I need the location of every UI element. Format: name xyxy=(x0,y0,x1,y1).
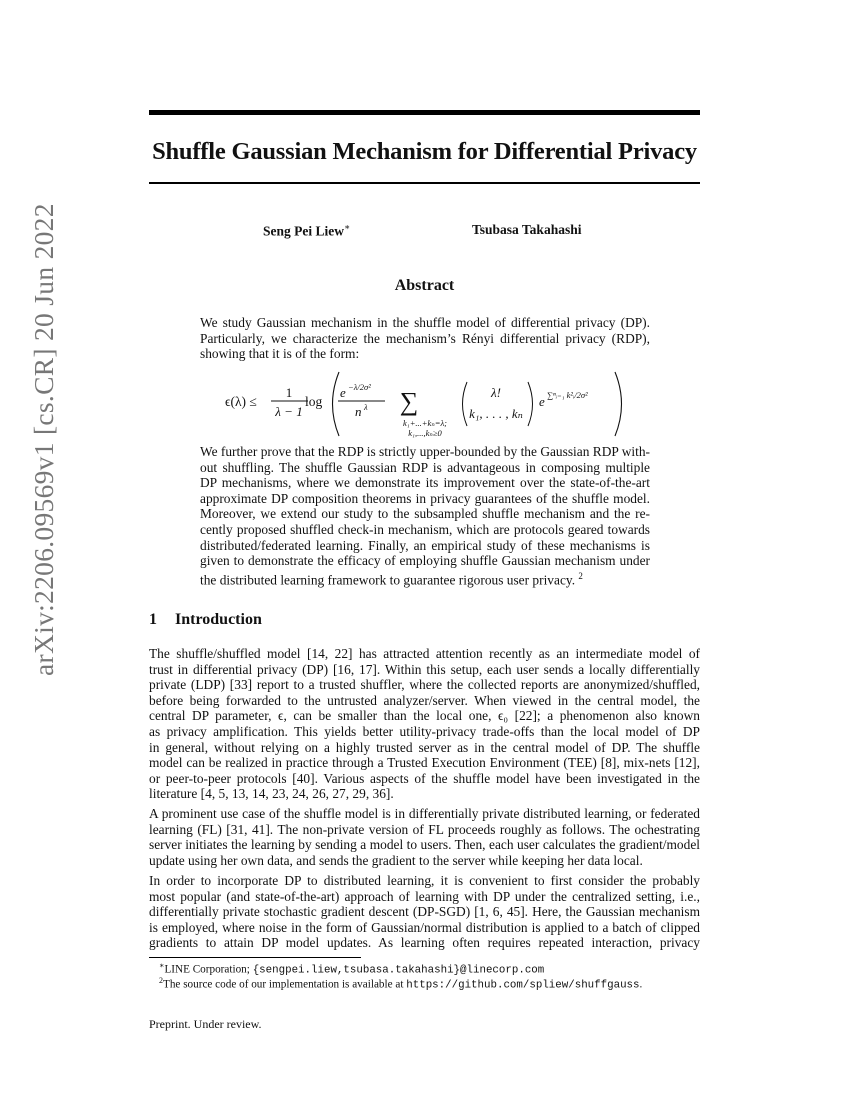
arxiv-identifier-stamp: arXiv:2206.09569v1 [cs.CR] 20 Jun 2022 xyxy=(28,203,59,676)
abstract-paragraph-1 xyxy=(200,315,650,362)
formula-binom-top: λ! xyxy=(491,385,501,400)
formula-sum-sub-2: k₁,...,kₙ≥0 xyxy=(408,428,442,438)
text-line: differentially private stochastic gradient descent (DP-SGD) [1, 6, 45]. Here, the Gaussian mechanism xyxy=(149,904,700,920)
text-line: most popular (and state-of-the-art) approach of learning with DP under the centralized setting, i.e., xyxy=(149,888,700,904)
text-line: learning (FL) [31, 41]. The non-private version of FL proceeds roughly as follows. The ochestrating xyxy=(149,821,700,837)
formula-binom-left-paren xyxy=(463,382,468,426)
formula-big-right-paren xyxy=(615,372,622,436)
text-line: Moreover, we extend our study to the subsampled shuffle mechanism and the re- xyxy=(200,506,650,522)
text-line: in general, without relying on a highly trusted server as in the central model of DP. The shuffle xyxy=(149,739,700,755)
footnote-tail: . xyxy=(639,978,643,991)
text-line: approximate DP composition theorems in privacy guarantees of the shuffle model. xyxy=(200,490,650,506)
text-line: DP mechanisms, where we demonstrate its improvement over the state-of-the-art xyxy=(200,475,650,491)
text-line xyxy=(200,569,650,588)
formula-exp-den-sup: λ xyxy=(364,402,368,412)
formula-log: log xyxy=(305,394,323,409)
text-line: cently proposed shuffled check-in mechanism, which are protocols geared towards xyxy=(200,521,650,537)
intro-paragraph-3 xyxy=(149,873,700,951)
author-name: Seng Pei Liew xyxy=(263,223,344,239)
footnote-text: LINE Corporation; xyxy=(164,963,253,976)
formula-tail-base: e xyxy=(539,394,545,409)
abstract-paragraph-2 xyxy=(200,444,650,588)
abstract-heading: Abstract xyxy=(394,277,455,294)
title-bottom-rule xyxy=(149,182,700,184)
formula-binom-right-paren xyxy=(528,382,533,426)
text-line: Particularly, we characterize the mechanism’s Rényi differential privacy (RDP), xyxy=(200,330,650,346)
footnote-1 xyxy=(159,961,544,977)
paper-title: Shuffle Gaussian Mechanism for Differential Privacy xyxy=(152,138,697,165)
formula-sum-sub-1: k₁+...+kₙ=λ; xyxy=(402,418,448,428)
formula-lhs: ϵ(λ) ≤ xyxy=(225,394,257,409)
section-number: 1 xyxy=(149,611,157,628)
footnote-mark: 2 xyxy=(578,570,583,581)
text-line: central DP parameter, ϵ, can be smaller than the local one, ϵ₀ [22]; a phenomenon also known xyxy=(149,708,700,724)
text-line: distributed/federated learning. Finally, an empirical study of these mechanisms is xyxy=(200,537,650,553)
text-line: In order to incorporate DP to distributed learning, it is convenient to first consider the probably xyxy=(149,873,700,888)
formula-big-left-paren xyxy=(333,372,340,436)
formula-tail-sup: ∑ⁿᵢ₌₁ k²ᵢ/2σ² xyxy=(547,390,588,400)
text-line: private (LDP) [33] report to a trusted shuffler, where the collected reports are anonymized/shuffled, xyxy=(149,677,700,693)
text-line: A prominent use case of the shuffle model is in differentially private distributed learning, or federated xyxy=(149,806,700,821)
footnote-rule xyxy=(149,957,361,958)
title-top-rule xyxy=(149,110,700,115)
text-line: showing that it is of the form: xyxy=(200,346,360,362)
footnote-text: The source code of our implementation is available at xyxy=(163,978,407,991)
text-line: model can be realized in practice through a Trusted Execution Environment (TEE) [8], mix-nets [12], xyxy=(149,755,700,771)
footnote-url: https://github.com/spliew/shuffgauss xyxy=(406,979,640,992)
author-1 xyxy=(263,222,350,240)
section-heading xyxy=(149,611,262,629)
text-line: The shuffle/shuffled model [14, 22] has attracted attention recently as an intermediate model of xyxy=(149,646,700,661)
footnote-mark: ∗ xyxy=(159,961,165,970)
formula-exp-den: n xyxy=(355,404,362,419)
text-line: given to demonstrate the efficacy of employing shuffle Gaussian mechanism under xyxy=(200,553,650,569)
preprint-note: Preprint. Under review. xyxy=(149,1017,262,1031)
formula-exp-sup: −λ/2σ² xyxy=(348,382,371,392)
text-line: trust in differential privacy (DP) [16, 17]. Within this setup, each user sends a locally differentially xyxy=(149,661,700,677)
intro-paragraph-2 xyxy=(149,806,700,868)
author-2 xyxy=(472,222,581,238)
formula-binom-bottom: k₁, . . . , kₙ xyxy=(469,406,523,421)
text-line-content: the distributed learning framework to guarantee rigorous user privacy. xyxy=(200,572,576,588)
rdp-formula xyxy=(215,366,635,442)
text-line: update using her own data, and sends the gradient to the server while keeping her data local. xyxy=(149,852,643,868)
footnote-2 xyxy=(159,976,642,992)
author-footnote-mark: ∗ xyxy=(344,222,351,232)
text-line: gradients to attain DP model updates. As learning often requires repeated interaction, privacy xyxy=(149,935,700,951)
section-title: Introduction xyxy=(175,611,262,628)
footnote-mark: 2 xyxy=(159,976,163,985)
text-line: out shuffling. The shuffle Gaussian RDP is advantageous in composing multiple xyxy=(200,459,650,475)
formula-exp-base: e xyxy=(340,385,346,400)
text-line: is employed, where noise in the form of Gaussian/normal distribution is applied to a batch of clipped xyxy=(149,919,700,935)
intro-paragraph-1 xyxy=(149,646,700,802)
text-line: before being forwarded to the untrusted analyzer/server. When viewed in the central model, the xyxy=(149,692,700,708)
text-line: or peer-to-peer protocols [40]. Various aspects of the shuffle model have been investigated in the xyxy=(149,770,700,786)
text-line: literature [4, 5, 13, 14, 23, 24, 26, 27, 29, 36]. xyxy=(149,786,394,802)
footnote-email: {sengpei.liew,tsubasa.takahashi}@linecorp.com xyxy=(252,964,545,977)
text-line: We further prove that the RDP is strictly upper-bounded by the Gaussian RDP with- xyxy=(200,444,650,459)
text-line: We study Gaussian mechanism in the shuffle model of differential privacy (DP). xyxy=(200,315,650,330)
formula-frac-num: 1 xyxy=(285,385,293,400)
formula-frac-den: λ − 1 xyxy=(275,404,303,419)
text-line: server initiates the learning by sending a model to users. Then, each user calculates the gradient/model xyxy=(149,837,700,853)
author-name: Tsubasa Takahashi xyxy=(472,222,582,237)
formula-sum-sign: ∑ xyxy=(399,387,419,416)
text-line: as privacy amplification. This yields better utility-privacy trade-offs than the local model of DP xyxy=(149,723,700,739)
